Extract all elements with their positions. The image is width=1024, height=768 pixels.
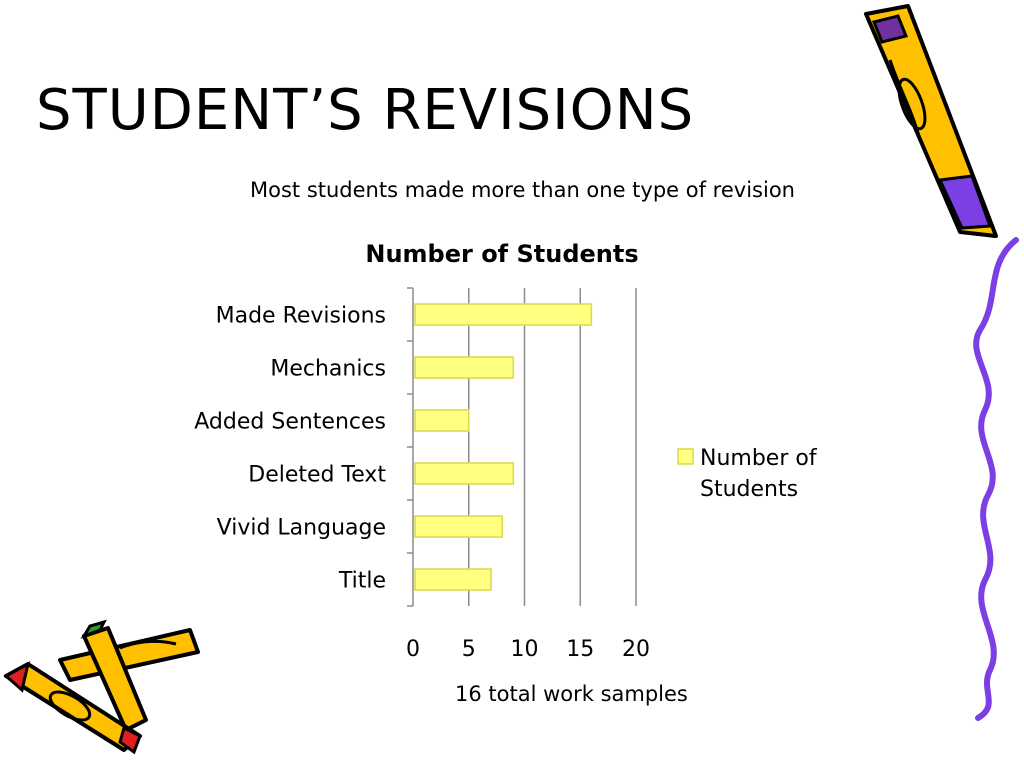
bar-made-revisions: [415, 304, 591, 325]
x-tick-label-10: 10: [510, 637, 539, 662]
category-label-mechanics: Mechanics: [270, 356, 386, 382]
category-label-deleted-text: Deleted Text: [248, 462, 386, 488]
category-label-added-sentences: Added Sentences: [194, 409, 386, 435]
chart-axis: [407, 288, 413, 606]
chart-x-tick-labels: [406, 637, 650, 662]
category-label-title: Title: [338, 568, 386, 594]
chart-bars: [415, 304, 591, 590]
legend-label-line-1: Number of: [700, 446, 817, 471]
bar-added-sentences: [415, 410, 469, 431]
legend-swatch: [678, 449, 693, 464]
page-subtitle: Most students made more than one type of revision: [250, 178, 795, 202]
category-label-vivid-language: Vivid Language: [216, 515, 386, 541]
chart-category-labels: [194, 304, 386, 594]
x-tick-label-20: 20: [622, 637, 650, 662]
page-title: STUDENT’S REVISIONS: [36, 78, 695, 143]
bar-deleted-text: [415, 463, 513, 484]
bar-vivid-language: [415, 516, 502, 537]
chart-title: Number of Students: [365, 240, 639, 268]
x-tick-label-15: 15: [566, 637, 595, 662]
category-label-made-revisions: Made Revisions: [215, 303, 386, 329]
chart-legend: [678, 446, 818, 502]
bar-mechanics: [415, 357, 513, 378]
bar-title: [415, 569, 491, 590]
x-tick-label-5: 5: [461, 637, 476, 662]
chart-grid: [469, 288, 636, 606]
x-tick-label-0: 0: [406, 637, 420, 662]
legend-label-line-2: Students: [700, 477, 799, 502]
footnote: 16 total work samples: [455, 682, 688, 706]
